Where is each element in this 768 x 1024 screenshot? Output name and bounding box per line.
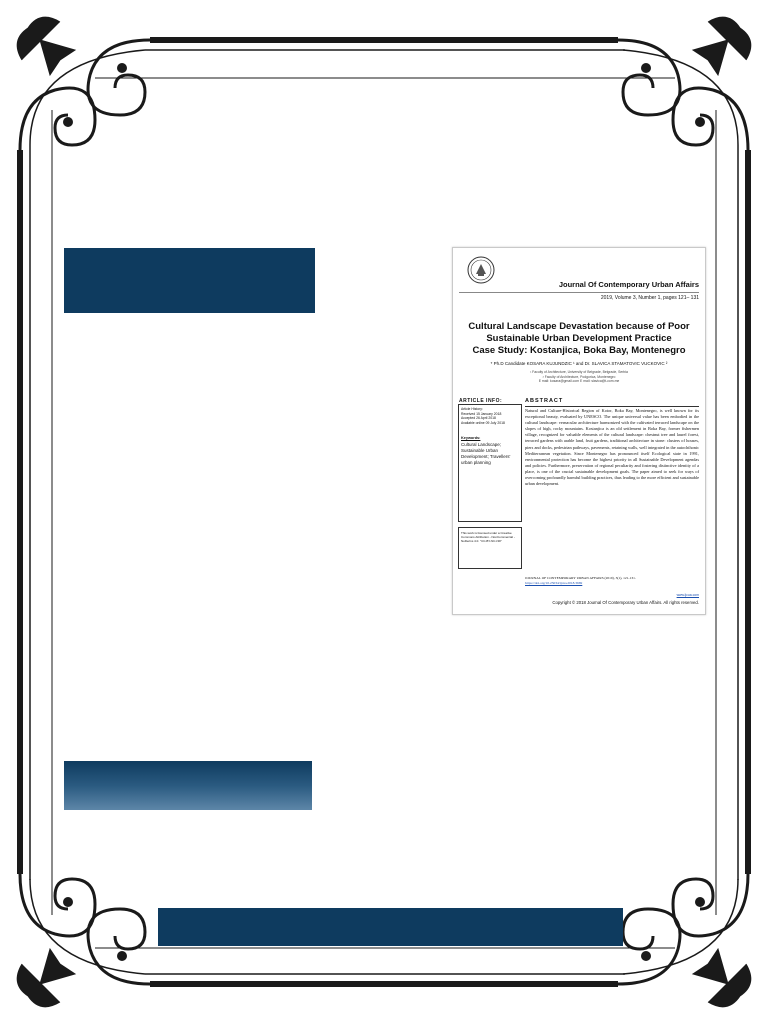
history-line: Received 15 January 2018 bbox=[461, 411, 502, 416]
history-line: Available online 09 July 2018 bbox=[461, 420, 505, 425]
copyright-text: Copyright © 2018 Journal Of Contemporary Urban Affairs. All rights reserved. bbox=[552, 600, 699, 605]
title-line: Cultural Landscape Devastation because of Poor bbox=[468, 321, 690, 332]
abstract-heading: ABSTRACT bbox=[525, 398, 564, 404]
title-line: Case Study: Kostanjica, Boka Bay, Montenegro bbox=[472, 345, 686, 356]
paper-title bbox=[459, 321, 699, 357]
navy-gradient-block bbox=[64, 761, 312, 810]
article-history bbox=[461, 407, 519, 425]
citation-block bbox=[525, 576, 699, 586]
volume-line: 2019, Volume 3, Number 1, pages 121– 131 bbox=[600, 295, 699, 301]
keywords-text: Cultural Landscape; Sustainable Urban Development; Travellers' urban planning bbox=[461, 442, 511, 465]
doi-link[interactable]: https://doi.org/10.25034/ijcua.2018.3669 bbox=[525, 580, 583, 585]
website-link[interactable]: www.ijcua.com bbox=[676, 593, 699, 597]
citation-text: JOURNAL OF CONTEMPORARY URBAN AFFAIRS (2019), 3(1), 121-131. bbox=[525, 576, 636, 580]
navy-footer-bar bbox=[158, 908, 623, 946]
affiliation-line: ² Faculty of Architecture, Podgorica, Montenegro bbox=[542, 374, 616, 379]
affiliation-line: ¹ Faculty of Architecture, University of Belgrade, Belgrade, Serbia bbox=[530, 370, 628, 374]
history-line: Article History: bbox=[461, 407, 483, 411]
paper-authors: * Ph.D Candidate KOSARA KUJUNDZIC ¹ and Dr. SLAVICA STAMATOVIC VUCKOVIC ² bbox=[490, 361, 668, 366]
license-text: This work is licensed under a Creative Commons Attribution - NonCommercial - NoDerivs 4.0. "CC-BY-NC-ND" bbox=[461, 531, 515, 543]
journal-name: Journal Of Contemporary Urban Affairs bbox=[558, 280, 699, 289]
abstract-rule bbox=[525, 406, 699, 407]
article-info-heading: ARTICLE INFO: bbox=[459, 398, 503, 404]
title-line: Sustainable Urban Development Practice bbox=[486, 333, 672, 344]
affiliation-line: E mail: kosara@gmail.com E mail: slavica@t-com.me bbox=[538, 379, 620, 383]
paper-thumbnail bbox=[452, 247, 706, 615]
abstract-text: Natural and Culture-Historical Region of Kotor, Boka Bay, Montenegro, is well known for its exceptional beauty, evaluated by UNESCO. The unique universal value has been embodied in the cultural landscape: vernacular architecture harmonized with the cultivated terraced landscape on the slopes of high, rocky mountains. Kostanjica is an old settlement in Boka Bay, former fishermen village, recognized for valuable elements of the cultural landscape: chestnut tree and laurel forest, terraced gardens with arable land, fruit gardens, traditional architecture in stone: clusters of houses, piers and docks, pedestrian pathways, pavements, retaining walls, well integrated in the autochthonic Mediterranean vegetation. Since Montenegro has pronounced itself Ecological state in 1991, environmental protection has become the highest priority in all Sustainable Development agendas and policies. Furthermore, preservation of regional peculiarity and fostering distinctive identity of a place, is one of the crucial sustainable development goals. The paper aimed to seek for ways of overcoming profoundly harmful building practices, thus leading to the more efficient and sustainable urban development. bbox=[525, 408, 699, 487]
navy-title-block bbox=[64, 248, 315, 313]
header-rule bbox=[459, 292, 699, 293]
keywords-heading: Keywords: bbox=[461, 436, 481, 440]
history-line: Accepted 26 April 2018 bbox=[461, 416, 496, 421]
journal-seal-logo bbox=[467, 256, 495, 284]
paper-affiliations bbox=[459, 370, 699, 384]
